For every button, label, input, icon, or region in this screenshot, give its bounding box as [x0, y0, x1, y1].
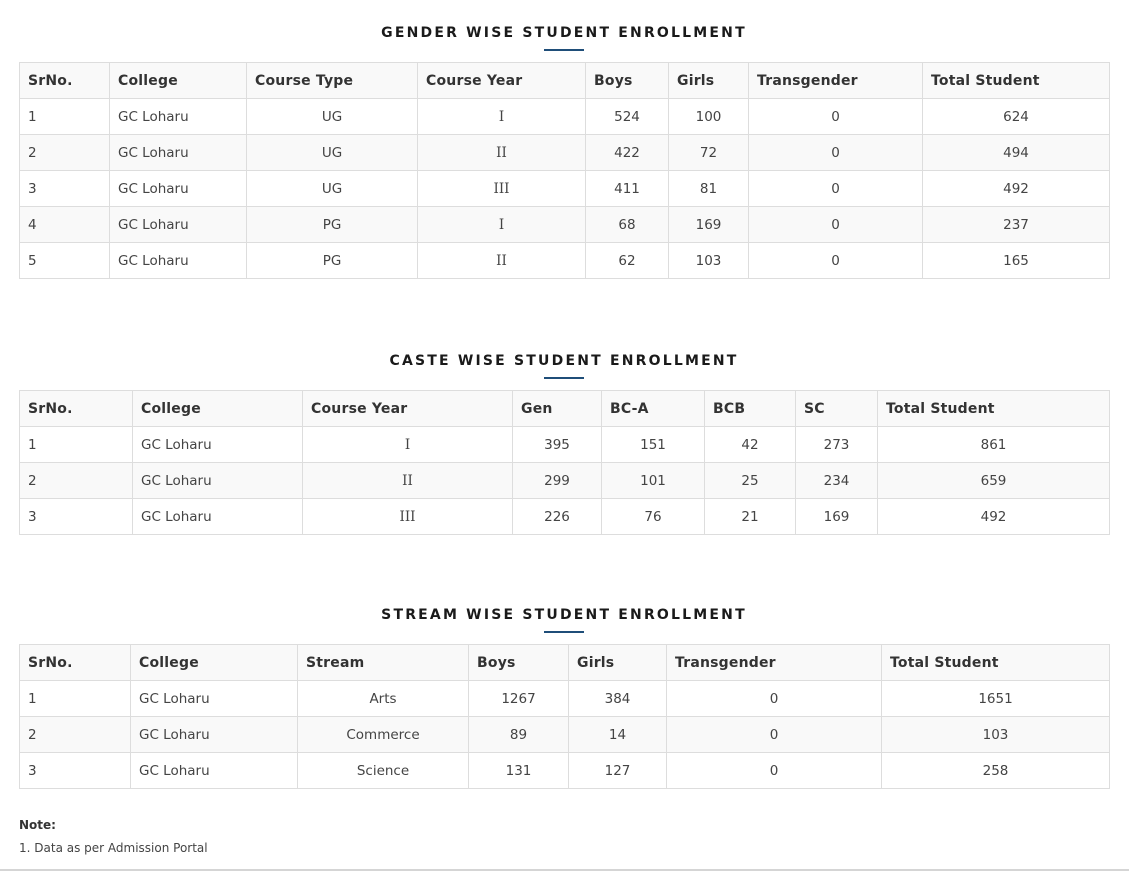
table-cell: 395	[513, 427, 602, 463]
table-cell: 101	[602, 463, 705, 499]
table-row	[20, 135, 1110, 171]
table-cell: GC Loharu	[133, 463, 303, 499]
table-cell: GC Loharu	[131, 681, 298, 717]
table-cell: II	[303, 463, 513, 499]
table-cell: I	[418, 99, 586, 135]
column-header: Stream	[298, 645, 469, 681]
table-cell: 0	[667, 681, 882, 717]
column-header: Course Year	[303, 391, 513, 427]
bottom-divider	[0, 869, 1129, 871]
table-row	[20, 171, 1110, 207]
column-header: Boys	[586, 63, 669, 99]
table-row	[20, 753, 1110, 789]
table-cell: 273	[796, 427, 878, 463]
table-cell: 151	[602, 427, 705, 463]
table-cell: II	[418, 243, 586, 279]
column-header: Boys	[469, 645, 569, 681]
table-cell: 1	[20, 427, 133, 463]
column-header: Total Student	[923, 63, 1110, 99]
table-cell: GC Loharu	[110, 135, 247, 171]
table-cell: 42	[705, 427, 796, 463]
table-cell: 131	[469, 753, 569, 789]
table-cell: 492	[878, 499, 1110, 535]
table-cell: 3	[20, 753, 131, 789]
table-cell: 234	[796, 463, 878, 499]
stream-section-title: STREAM WISE STUDENT ENROLLMENT	[381, 607, 747, 623]
table-cell: 2	[20, 717, 131, 753]
table-cell: GC Loharu	[133, 427, 303, 463]
table-cell: GC Loharu	[110, 99, 247, 135]
table-cell: 76	[602, 499, 705, 535]
table-cell: UG	[247, 135, 418, 171]
table-cell: 5	[20, 243, 110, 279]
column-header: Course Year	[418, 63, 586, 99]
table-cell: 1	[20, 681, 131, 717]
table-cell: 1267	[469, 681, 569, 717]
table-row	[20, 717, 1110, 753]
table-cell: 659	[878, 463, 1110, 499]
table-cell: 0	[667, 753, 882, 789]
stream-title-underline	[544, 631, 584, 633]
table-cell: 81	[669, 171, 749, 207]
column-header: BC-A	[602, 391, 705, 427]
column-header: Girls	[569, 645, 667, 681]
table-cell: 100	[669, 99, 749, 135]
table-cell: 0	[749, 99, 923, 135]
table-cell: I	[418, 207, 586, 243]
note-block	[19, 817, 208, 856]
table-header-row	[20, 645, 1110, 681]
table-row	[20, 99, 1110, 135]
table-cell: 25	[705, 463, 796, 499]
gender-title-underline	[544, 49, 584, 51]
table-cell: 21	[705, 499, 796, 535]
table-cell: 0	[749, 135, 923, 171]
gender-table	[19, 62, 1110, 279]
table-cell: 384	[569, 681, 667, 717]
table-cell: PG	[247, 207, 418, 243]
table-cell: 68	[586, 207, 669, 243]
table-cell: 169	[796, 499, 878, 535]
table-cell: 0	[749, 171, 923, 207]
table-cell: 3	[20, 499, 133, 535]
column-header: Girls	[669, 63, 749, 99]
table-cell: 624	[923, 99, 1110, 135]
column-header: Total Student	[882, 645, 1110, 681]
table-cell: 411	[586, 171, 669, 207]
table-cell: Arts	[298, 681, 469, 717]
table-cell: GC Loharu	[110, 171, 247, 207]
table-cell: 1651	[882, 681, 1110, 717]
column-header: Total Student	[878, 391, 1110, 427]
table-header-row	[20, 391, 1110, 427]
table-cell: II	[418, 135, 586, 171]
table-cell: III	[418, 171, 586, 207]
table-cell: 14	[569, 717, 667, 753]
note-item: 1. Data as per Admission Portal	[19, 841, 208, 855]
caste-section-title: CASTE WISE STUDENT ENROLLMENT	[389, 353, 739, 369]
note-title: Note:	[19, 818, 56, 832]
column-header: College	[110, 63, 247, 99]
table-row	[20, 499, 1110, 535]
column-header: SrNo.	[20, 645, 131, 681]
table-cell: 127	[569, 753, 667, 789]
table-cell: 103	[669, 243, 749, 279]
table-cell: GC Loharu	[133, 499, 303, 535]
column-header: College	[133, 391, 303, 427]
table-cell: 0	[667, 717, 882, 753]
table-cell: 494	[923, 135, 1110, 171]
table-cell: Commerce	[298, 717, 469, 753]
table-cell: GC Loharu	[131, 717, 298, 753]
column-header: College	[131, 645, 298, 681]
table-cell: UG	[247, 171, 418, 207]
table-cell: Science	[298, 753, 469, 789]
table-cell: 422	[586, 135, 669, 171]
column-header: Transgender	[667, 645, 882, 681]
table-cell: 169	[669, 207, 749, 243]
table-cell: 72	[669, 135, 749, 171]
table-cell: 237	[923, 207, 1110, 243]
table-row	[20, 681, 1110, 717]
table-header-row	[20, 63, 1110, 99]
column-header: Course Type	[247, 63, 418, 99]
table-cell: PG	[247, 243, 418, 279]
column-header: SrNo.	[20, 391, 133, 427]
table-cell: I	[303, 427, 513, 463]
table-row	[20, 427, 1110, 463]
table-cell: 492	[923, 171, 1110, 207]
table-cell: 861	[878, 427, 1110, 463]
caste-table	[19, 390, 1110, 535]
table-row	[20, 207, 1110, 243]
table-cell: 89	[469, 717, 569, 753]
table-cell: III	[303, 499, 513, 535]
table-cell: GC Loharu	[131, 753, 298, 789]
table-cell: 165	[923, 243, 1110, 279]
table-cell: UG	[247, 99, 418, 135]
column-header: SC	[796, 391, 878, 427]
table-cell: 226	[513, 499, 602, 535]
table-row	[20, 243, 1110, 279]
gender-section-title: GENDER WISE STUDENT ENROLLMENT	[381, 25, 747, 41]
table-cell: GC Loharu	[110, 207, 247, 243]
column-header: Transgender	[749, 63, 923, 99]
table-cell: 258	[882, 753, 1110, 789]
table-cell: 0	[749, 243, 923, 279]
table-cell: GC Loharu	[110, 243, 247, 279]
table-cell: 103	[882, 717, 1110, 753]
table-row	[20, 463, 1110, 499]
table-cell: 62	[586, 243, 669, 279]
table-cell: 0	[749, 207, 923, 243]
table-cell: 1	[20, 99, 110, 135]
column-header: Gen	[513, 391, 602, 427]
table-cell: 299	[513, 463, 602, 499]
table-cell: 524	[586, 99, 669, 135]
column-header: BCB	[705, 391, 796, 427]
caste-title-underline	[544, 377, 584, 379]
table-cell: 2	[20, 463, 133, 499]
column-header: SrNo.	[20, 63, 110, 99]
table-cell: 2	[20, 135, 110, 171]
table-cell: 4	[20, 207, 110, 243]
table-cell: 3	[20, 171, 110, 207]
stream-table	[19, 644, 1110, 789]
